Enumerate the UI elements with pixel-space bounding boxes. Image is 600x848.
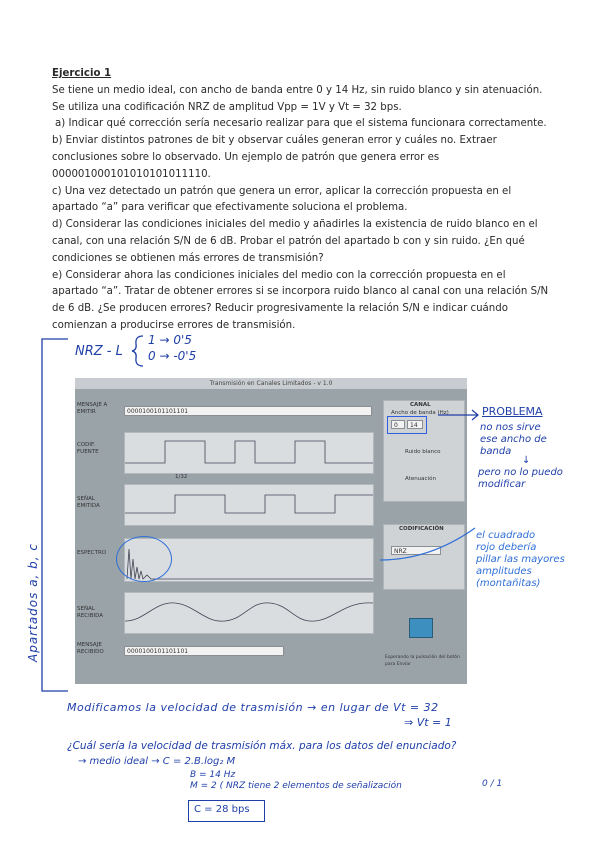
problema-arrow: ↓ xyxy=(522,455,531,466)
exercise-block xyxy=(52,66,552,335)
spectrum-note: pillar las mayores xyxy=(476,554,565,565)
exercise-paragraph: b) Enviar distintos patrones de bit y observar cuáles generan error y cuáles no. Extraer conclusiones sobre lo observado. Un ejemplo de patrón que genera error es 000001000101010101011110. xyxy=(52,135,497,180)
spectrum-note: (montañitas) xyxy=(476,578,541,589)
spectrum-note: el cuadrado xyxy=(476,530,536,541)
problema-line2: modificar xyxy=(478,479,526,490)
label-codif: CODIF. FUENTE xyxy=(77,442,99,455)
bw-min-input[interactable]: 0 xyxy=(391,420,405,429)
label-mensaje-recibido: MENSAJE RECIBIDO xyxy=(77,642,104,655)
exercise-paragraph: d) Considerar las condiciones iniciales del medio y añadirles la existencia de ruido blanco en el canal, con una relación S/N de 6 dB. Probar el patrón del apartado b con y sin ruido. ¿En qué condiciones se obtienen más errores de transmisión? xyxy=(52,219,538,264)
problema-line: no nos sirve xyxy=(480,422,541,433)
bw-max-input[interactable]: 14 xyxy=(407,420,423,429)
result: C = 28 bps xyxy=(194,804,250,815)
message-received: 0000100101101101 xyxy=(124,646,284,656)
label-mensaje: MENSAJE A EMITIR xyxy=(77,402,108,415)
plot-senal-emitida xyxy=(124,484,374,526)
b-line: B = 14 Hz xyxy=(190,770,236,780)
exercise-paragraph: e) Considerar ahora las condiciones iniciales del medio con la corrección propuesta en el apartado “a”. Tratar de obtener errores si se incorpora ruido blanco al canal con una relación S/N de 6 dB. ¿Se producen errores? Reducir progresivamente la relación S/N e indicar cuándo comienzan a producirse errores de transmisión. xyxy=(52,269,549,331)
canal-subtitle: Ancho de banda (Hz) xyxy=(391,410,449,416)
label-espectro: ESPECTRO xyxy=(77,550,107,556)
problema-title: PROBLEMA xyxy=(482,405,543,418)
modify-line: Modificamos la velocidad de trasmisión → en lugar de Vt = 32 xyxy=(67,701,439,714)
nrz-label: NRZ - L xyxy=(75,344,123,359)
m-line: M = 2 ( NRZ tiene 2 elementos de señalización xyxy=(190,781,402,791)
formula-line: → medio ideal → C = 2.B.log₂ M xyxy=(78,756,236,767)
atenuacion-label: Atenuación xyxy=(405,476,436,482)
curly-brace xyxy=(131,334,145,368)
problem-arrow xyxy=(438,405,482,425)
codificacion-title: CODIFICACIÓN xyxy=(399,526,444,532)
exercise-title: Ejercicio 1 xyxy=(52,68,112,79)
axis-tick: 1/32 xyxy=(175,474,188,480)
footer-text: Esperando la pulsación del botón para Enviar xyxy=(385,655,460,667)
window-title: Transmisión en Canales Limitados - v 1.0 xyxy=(75,378,467,389)
plot-codif-fuente xyxy=(124,432,374,474)
side-label: Apartados a, b, c xyxy=(26,542,40,662)
codif-select[interactable]: NRZ xyxy=(391,546,441,555)
nrz-one: 1 → 0'5 xyxy=(148,333,192,347)
message-input[interactable]: 0000100101101101 xyxy=(124,406,372,416)
send-button[interactable] xyxy=(409,618,433,638)
spectrum-note: rojo debería xyxy=(476,542,537,553)
spectrum-circle xyxy=(116,536,172,582)
question: ¿Cuál sería la velocidad de trasmisión máx. para los datos del enunciado? xyxy=(67,740,457,752)
exercise-paragraph: a) Indicar qué corrección sería necesario realizar para que el sistema funcionara correctamente. xyxy=(55,118,547,130)
exercise-paragraph: c) Una vez detectado un patrón que genera un error, aplicar la corrección propuesta en el apartado “a” para verificar que efectivamente soluciona el problema. xyxy=(52,185,512,214)
plot-senal-recibida xyxy=(124,592,374,634)
nrz-zero: 0 → -0'5 xyxy=(148,349,197,363)
spectrum-note: amplitudes xyxy=(476,566,532,577)
label-senal-recibida: SEÑAL RECIBIDA xyxy=(77,606,104,619)
canal-title: CANAL xyxy=(410,402,431,408)
modify-result: ⇒ Vt = 1 xyxy=(404,716,452,729)
m-values: 0 / 1 xyxy=(482,779,503,789)
ruido-label: Ruido blanco xyxy=(405,449,441,455)
label-senal-emitida: SEÑAL EMITIDA xyxy=(77,496,100,509)
problema-line2: pero no lo puedo xyxy=(478,467,563,478)
problema-line: ese ancho de xyxy=(480,434,547,445)
exercise-paragraph: Se tiene un medio ideal, con ancho de banda entre 0 y 14 Hz, sin ruido blanco y sin atenuación. Se utiliza una codificación NRZ de amplitud Vpp = 1V y Vt = 32 bps. xyxy=(52,84,543,113)
spectrum-arrow xyxy=(380,520,480,570)
problema-line: banda xyxy=(480,446,512,457)
